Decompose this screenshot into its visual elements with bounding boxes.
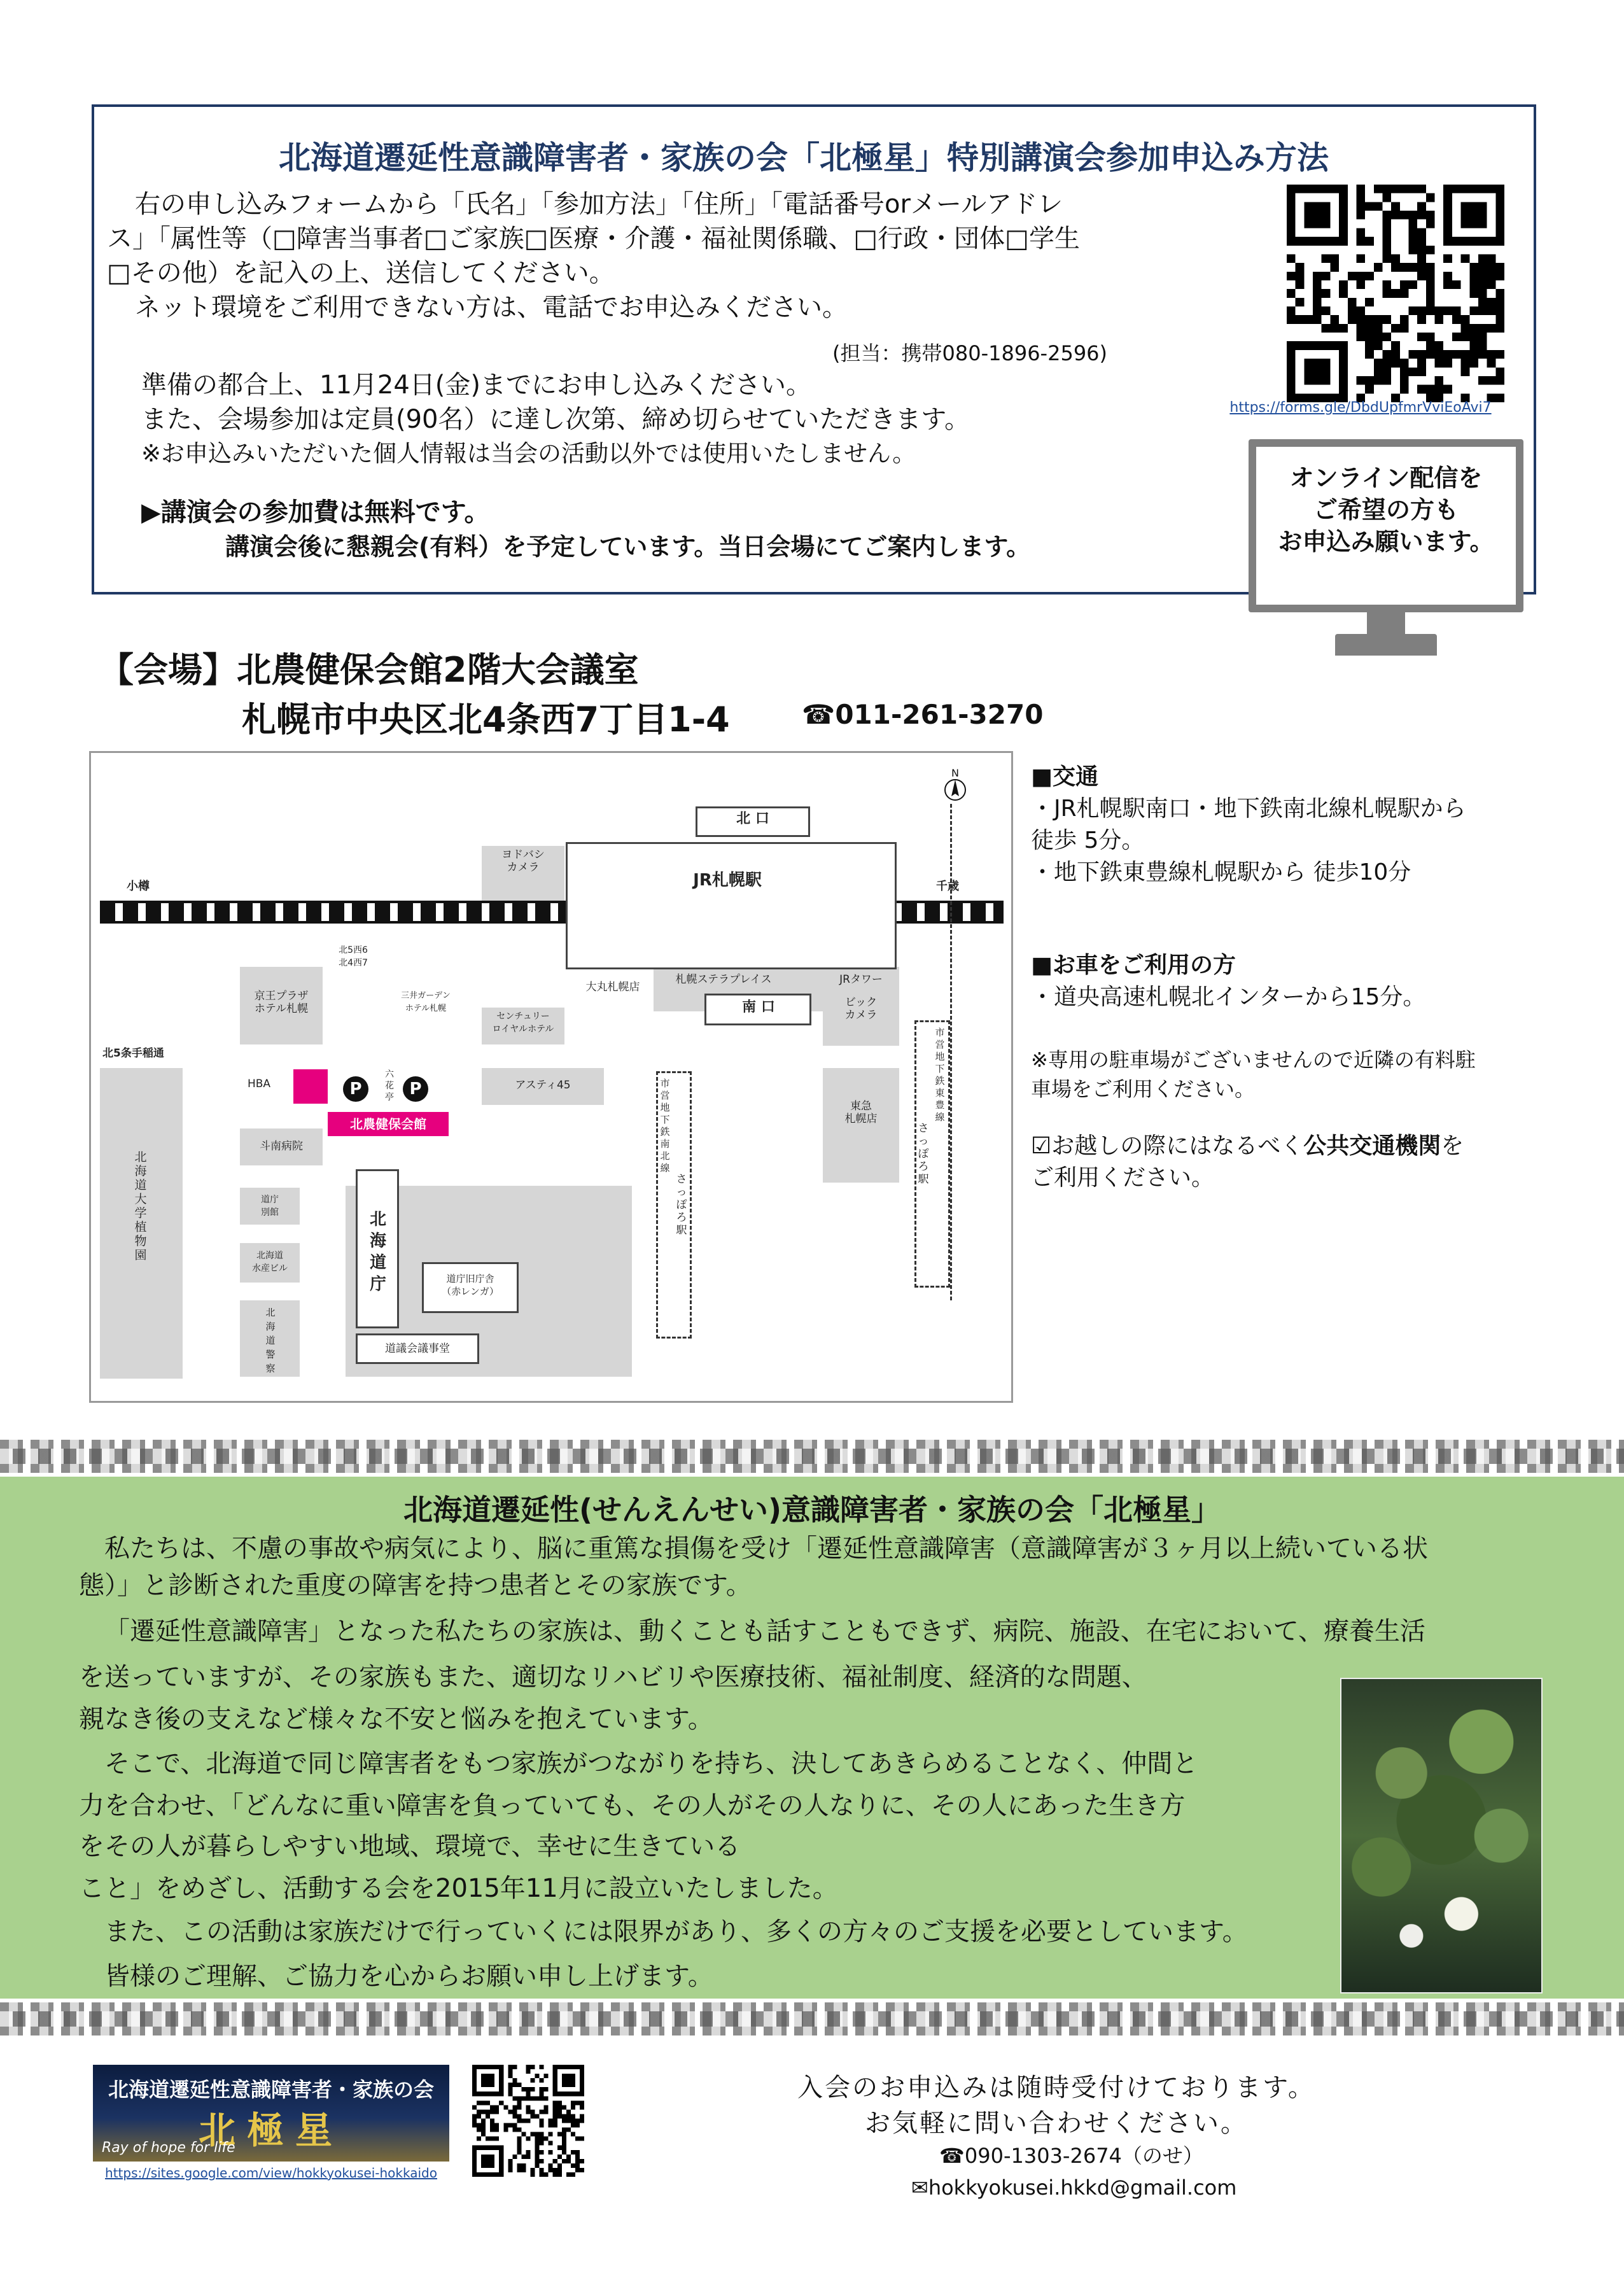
map-dotei-bekkan: 道庁 別館	[261, 1195, 279, 1218]
map-esta45: アスティ45	[515, 1079, 571, 1092]
registration-line-1: 右の申し込みフォームから「氏名」「参加方法」「住所」「電話番号orメールアドレ	[135, 190, 1063, 219]
join-line-1: 入会のお申込みは随時受付けております。	[797, 2073, 1315, 2102]
association-line-8: をその人が暮らしやすい地域、環境で、幸せに生きている	[79, 1832, 741, 1861]
registration-line-3: □その他）を記入の上、送信してください。	[107, 258, 615, 288]
site-qr-code[interactable]	[472, 2065, 584, 2177]
logo-line-3: Ray of hope for life	[102, 2140, 235, 2156]
map-toho-label: 市営地下鉄東豊線	[935, 1027, 945, 1123]
association-line-4: を送っていますが、その家族もまた、適切なリハビリや医療技術、福祉制度、経済的な問題、	[79, 1663, 1147, 1692]
map-block-tokyu	[823, 1068, 899, 1183]
association-line-11: 皆様のご理解、ご協力を心からお願い申し上げます。	[104, 1962, 713, 1991]
party-line: 講演会後に懇親会(有料）を予定しています。当日会場にてご案内します。	[225, 533, 1031, 561]
map-mitsui: 三井ガーデン ホテル札幌	[401, 991, 451, 1013]
map-chitose-label: 千歳	[936, 880, 959, 893]
capacity-line: また、会場参加は定員(90名）に達し次第、締め切らせていただきます。	[141, 405, 970, 434]
public-transport-note-c: を	[1441, 1133, 1464, 1159]
monitor-icon	[1249, 439, 1523, 612]
public-transport-note-2: ご利用ください。	[1031, 1165, 1215, 1191]
map-kita5-street: 北5条手稲通	[102, 1047, 164, 1060]
map-jr-station	[566, 842, 897, 969]
association-line-2: 態）」と診断された重度の障害を持つ患者とその家族です。	[79, 1571, 752, 1600]
water-lily-photo	[1340, 1678, 1543, 1993]
site-url-link[interactable]: https://sites.google.com/view/hokkyokusei-hokkaido	[105, 2165, 437, 2181]
map-tonan: 斗南病院	[260, 1140, 303, 1153]
map-toho-station: さっぽろ駅	[918, 1122, 929, 1186]
logo-line-1: 北海道遷延性意識障害者・家族の会	[108, 2078, 434, 2102]
map-toho-line-track	[950, 804, 952, 1300]
map-venue-marker	[293, 1069, 328, 1104]
map-keio: 京王プラザ ホテル札幌	[254, 990, 309, 1015]
contact-note: (担当：携帯080-1896-2596)	[832, 341, 1108, 365]
map-hba: HBA	[247, 1078, 271, 1090]
map-namboku-station: さっぽろ駅	[676, 1173, 687, 1237]
association-title: 北海道遷延性(せんえんせい)意識障害者・家族の会「北極星」	[403, 1493, 1221, 1527]
car-heading: ■お車をご利用の方	[1031, 952, 1236, 978]
footer-email[interactable]: ✉hokkyokusei.hkkd@gmail.com	[911, 2176, 1237, 2200]
association-logo	[93, 2065, 449, 2162]
registration-line-4: ネット環境をご利用できない方は、電話でお申込みください。	[135, 293, 848, 322]
north-label: N	[951, 767, 959, 779]
map-jr-station-label: JR札幌駅	[693, 871, 762, 890]
venue-address: 札幌市中央区北4条西7丁目1-4	[242, 700, 730, 740]
form-qr-code[interactable]	[1287, 185, 1504, 402]
map-minami-guchi-label: 南 口	[742, 999, 775, 1015]
decorative-border-top	[0, 1440, 1624, 1473]
venue-phone: ☎011-261-3270	[802, 699, 1044, 730]
join-line-2: お気軽に問い合わせください。	[865, 2109, 1248, 2138]
parking-icon-1: P	[343, 1076, 368, 1102]
map-yodobashi: ヨドバシ カメラ	[501, 848, 545, 874]
map-botanic: 北海道大学植物園	[134, 1150, 147, 1262]
monitor-stand	[1367, 612, 1405, 635]
transport-line-3: ・地下鉄東豊線札幌駅から 徒歩10分	[1031, 859, 1411, 885]
monitor-text	[1256, 462, 1516, 558]
public-transport-note	[1031, 1130, 1464, 1162]
registration-line-2: ス」「属性等（□障害当事者□ご家族□医療・介護・福祉関係職、□行政・団体□学生	[107, 224, 1080, 253]
public-transport-note-b: 公共交通機関	[1303, 1133, 1441, 1159]
map-dochou-label: 北海道庁	[369, 1210, 386, 1294]
parking-note-1: ※専用の駐車場がございませんので近隣の有料駐	[1031, 1048, 1476, 1072]
north-arrow-icon	[944, 778, 967, 801]
map-tokyu: 東急 札幌店	[844, 1100, 878, 1125]
monitor-text-line-1: オンライン配信を	[1289, 464, 1483, 492]
map-gikai-label: 道議会議事堂	[385, 1342, 450, 1355]
map-jr-tower: JRタワー	[839, 973, 883, 986]
map-suisan: 北海道 水産ビル	[252, 1251, 288, 1274]
association-line-1: 私たちは、不慮の事故や病気により、脳に重篤な損傷を受け「遷延性意識障害（意識障害が３ヶ月以上続いている状	[104, 1534, 1428, 1563]
map-rokkatei: 六 花 亭	[385, 1069, 394, 1102]
form-url-link[interactable]: https://forms.gle/DbdUpfmrVviEoAvi7	[1229, 400, 1492, 416]
map-bic: ビック カメラ	[844, 996, 878, 1022]
association-line-10: また、この活動は家族だけで行っていくには限界があり、多くの方々のご支援を必要としています。	[104, 1917, 1248, 1946]
decorative-border-bottom	[0, 2002, 1624, 2035]
deadline-line: 準備の都合上、11月24日(金)までにお申し込みください。	[141, 370, 812, 400]
transport-heading: ■交通	[1031, 764, 1099, 790]
map-century: センチュリー ロイヤルホテル	[492, 1011, 554, 1034]
parking-icon-2: P	[403, 1076, 428, 1102]
association-line-3: 「遷延性意識障害」となった私たちの家族は、動くことも話すこともできず、病院、施設、在宅において、療養生活	[104, 1617, 1425, 1646]
venue-name: 【会場】北農健保会館2階大会議室	[99, 650, 639, 690]
map-otaru-label: 小樽	[127, 880, 150, 893]
transport-line-2: 徒歩 5分。	[1031, 827, 1145, 854]
map-police: 北海道警察	[265, 1307, 276, 1374]
public-transport-note-a: ☑お越しの際にはなるべく	[1031, 1133, 1304, 1159]
monitor-text-line-3: お申込み願います。	[1278, 528, 1494, 556]
access-map	[89, 751, 1013, 1403]
registration-title: 北海道遷延性意識障害者・家族の会「北極星」特別講演会参加申込み方法	[279, 139, 1329, 176]
association-line-6: そこで、北海道で同じ障害者をもつ家族がつながりを持ち、決してあきらめることなく、仲間と	[104, 1749, 1198, 1778]
monitor-text-line-2: ご希望の方も	[1313, 496, 1459, 524]
map-bus-stop: 北5西6 北4西7	[339, 945, 368, 968]
fee-line: ▶講演会の参加費は無料です。	[141, 498, 490, 527]
association-line-5: 親なき後の支えなど様々な不安と悩みを抱えています。	[79, 1705, 713, 1734]
map-namboku-label: 市営地下鉄南北線	[660, 1078, 670, 1174]
map-daimaru: 大丸札幌店	[585, 981, 640, 994]
car-line: ・道央高速札幌北インターから15分。	[1031, 984, 1426, 1010]
association-line-7: 力を合わせ、「どんなに重い障害を負っていても、その人がその人なりに、その人にあった生き方	[79, 1791, 1186, 1820]
map-kita-guchi-label: 北 口	[736, 811, 769, 827]
transport-line-1: ・JR札幌駅南口・地下鉄南北線札幌駅から	[1031, 796, 1466, 822]
map-akarenga-label: 道庁旧庁舎 （赤レンガ）	[442, 1273, 499, 1297]
parking-note-2: 車場をご利用ください。	[1031, 1077, 1256, 1101]
map-stellar: 札幌ステラプレイス	[675, 973, 772, 986]
association-line-9: こと」をめざし、活動する会を2015年11月に設立いたしました。	[79, 1874, 838, 1903]
logo-line-2: 北極星	[198, 2109, 344, 2152]
monitor-base	[1335, 634, 1437, 656]
privacy-line: ※お申込みいただいた個人情報は当会の活動以外では使用いたしません。	[141, 440, 916, 467]
map-venue-label: 北農健保会館	[328, 1112, 449, 1136]
footer-phone: ☎090-1303-2674（のせ）	[939, 2144, 1203, 2168]
